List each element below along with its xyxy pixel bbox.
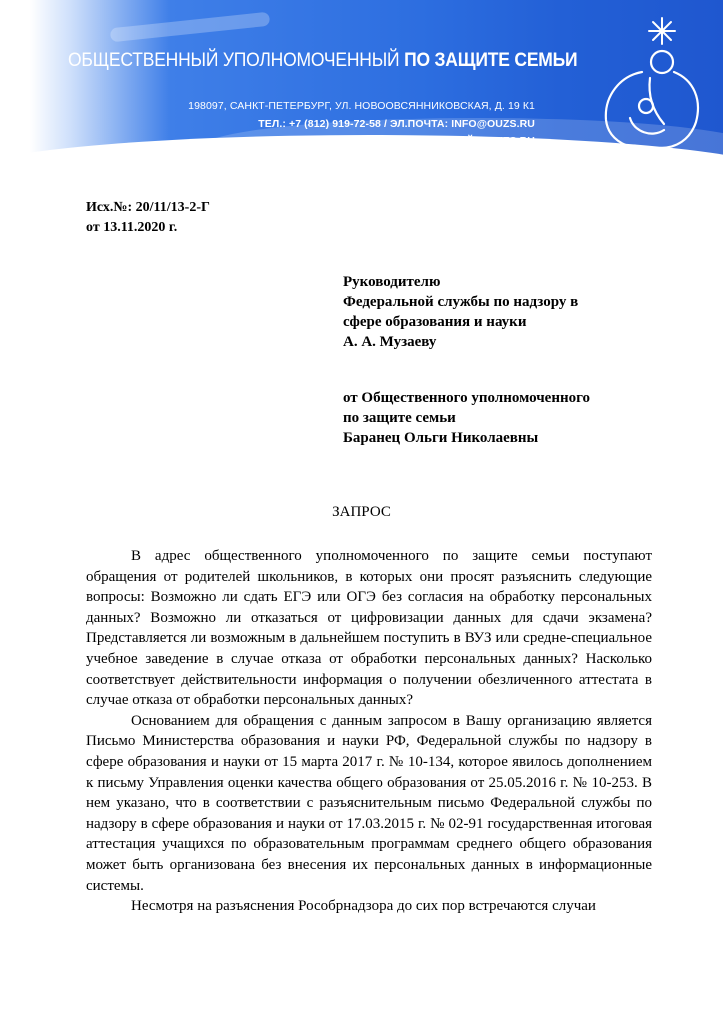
outgoing-reference: [86, 198, 210, 238]
recipient-line: А. А. Музаеву: [343, 334, 437, 350]
letterhead-banner: [0, 0, 723, 170]
letterhead-site: САЙТ: OUZS.RU: [451, 135, 535, 147]
letterhead-title-bold: ПО ЗАЩИТЕ СЕМЬИ: [404, 48, 578, 71]
document-body: [86, 546, 652, 917]
reference-number: Исх.№: 20/11/13-2-Г: [86, 200, 210, 215]
reference-date: от 13.11.2020 г.: [86, 220, 178, 235]
letterhead-title-regular: ОБЩЕСТВЕННЫЙ УПОЛНОМОЧЕННЫЙ: [68, 48, 400, 71]
letterhead-contacts: ТЕЛ.: +7 (812) 919-72-58 / ЭЛ.ПОЧТА: INFO@OUZS.RU: [258, 118, 535, 130]
family-mother-child-logo-icon: [590, 14, 720, 154]
sender-block: [343, 388, 590, 448]
body-paragraph: Несмотря на разъяснения Рособрнадзора до сих пор встречаются случаи: [131, 898, 596, 915]
recipient-block: [343, 272, 578, 352]
sender-line: Баранец Ольги Николаевны: [343, 430, 539, 446]
sender-line: от Общественного уполномоченного: [343, 390, 591, 406]
banner-streak: [110, 12, 271, 43]
letterhead-title: [68, 48, 577, 72]
document-heading: ЗАПРОС: [332, 504, 391, 520]
recipient-line: Руководителю: [343, 274, 441, 290]
letterhead-address: 198097, САНКТ-ПЕТЕРБУРГ, УЛ. НОВООВСЯННИКОВСКАЯ, Д. 19 К1: [188, 100, 535, 112]
sender-line: по защите семьи: [343, 410, 456, 426]
body-paragraph: Основанием для обращения с данным запросом в Вашу организацию является Письмо Министерства образования и науки РФ, Федеральной службы по надзору в сфере образования и науки от 15 марта 2017 г. № 10-134, которое явилось дополнением к письму Управления оценки качества общего образования от 25.05.2016 г. № 10-253. В нем указано, что в соответствии с разъяснительным письмо Федеральной службы по надзору в сфере образования и науки от 17.03.2015 г. № 02-91 государственная итоговая аттестация учащихся по образовательным программам среднего общего образования может быть организована без внесения их персональных данных в информационные системы.: [86, 712, 652, 894]
body-paragraph: В адрес общественного уполномоченного по защите семьи поступают обращения от родителей школьников, в которых они просят разъяснить следующие вопросы: Возможно ли сдать ЕГЭ или ОГЭ без согласия на обработку персональных данных? Возможно ли отказаться от цифровизации данных для сдачи экзамена? Представляется ли возможным в дальнейшем поступить в ВУЗ или средне-специальное учебное заведение в случае отказа от обработки персональных данных? Насколько соответствует действительности информация о получении обезличенного аттестата в случае отказа от обработки персональных данных?: [86, 548, 652, 709]
recipient-line: Федеральной службы по надзору в: [343, 294, 579, 310]
recipient-line: сфере образования и науки: [343, 314, 527, 330]
